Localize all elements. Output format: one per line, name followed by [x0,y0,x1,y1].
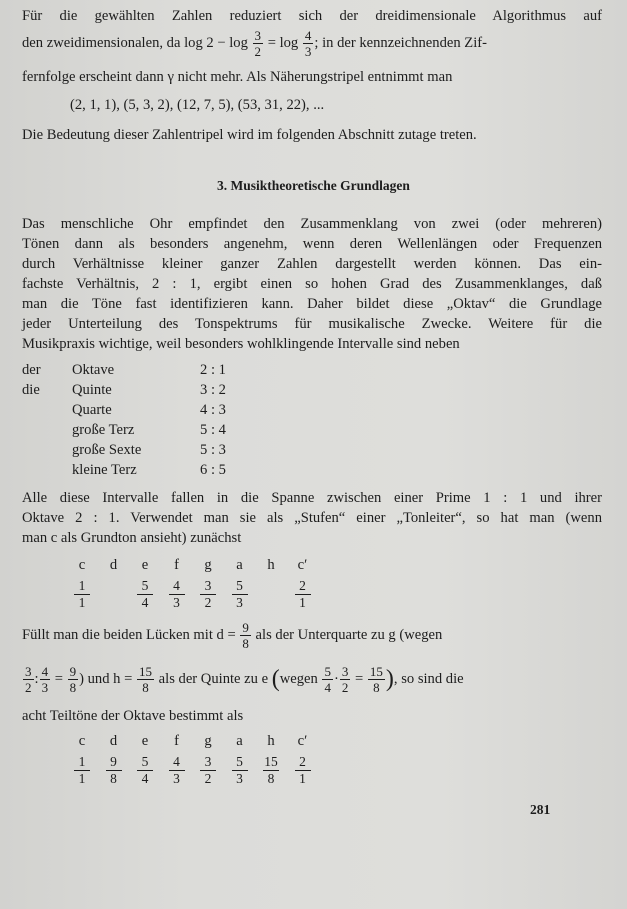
fraction: $\frac{3}{2}$ [25,664,32,695]
fraction: $\frac{4}{3}$ [41,664,49,695]
triples-list: (2, 1, 1), (5, 3, 2), (12, 7, 5), (53, 31, 22), ... [70,97,325,113]
text-line: Die Bedeutung dieser Zahlentripel wird im folgenden Abschnitt zutage treten. [22,127,477,143]
section-heading: 3. Musiktheoretische Grundlagen [217,178,410,193]
scale-note: c [78,733,86,749]
scale-ratio-fraction: 5 3 [228,578,252,611]
text-line: Für die gewählten Zahlen reduziert sich der dreidimensionale Algorithmus auf [22,8,602,24]
scale-ratio-fraction: 2 1 [291,578,315,611]
scale-note: c′ [297,557,308,573]
fraction: $\frac{15}{8}$ [139,664,152,695]
scale-ratio-fraction: 1 1 [70,754,94,787]
fraction: $\frac{5}{4}$ [324,664,331,695]
text-line-with-fractions: $\frac{3}{2}$ : $\frac{4}{3}$ = $\frac{9}{8}$ ) und h = $\frac{15}{8}$ als der Quinte zu e (wegen $\frac{5}{4}$ · $\frac{3}{2}$ = $\frac{15}{8}$ ), so sind die [25,664,464,695]
text-line: Tönen dann als besonders angenehm, wenn deren Wellenlängen oder Frequenzen [22,236,602,252]
scale-ratio-fraction: 5 4 [133,578,157,611]
scale-note: a [236,557,243,573]
fraction: $\frac{9}{8}$ [69,664,77,695]
scale-note: f [174,733,179,749]
text-line: acht Teiltöne der Oktave bestimmt als [22,708,244,724]
scale-note: g [204,557,212,573]
scale-note: f [174,557,179,573]
scale-ratio-fraction: 2 1 [291,754,315,787]
scale-ratio-fraction: 4 3 [165,754,189,787]
scale-note: e [141,557,149,573]
text-line: jeder Unterteilung des Tonspektrums für musikalische Zwecke. Weitere für die [22,316,602,332]
fraction: $\frac{3}{2}$ [254,28,262,59]
scale-ratio-fraction: 1 1 [70,578,94,611]
scale-note: h [267,733,275,749]
scale-ratio-fraction: 5 3 [228,754,252,787]
scale-note: a [236,733,243,749]
text-line: Musikpraxis wichtige, weil besonders wohlklingende Intervalle sind neben [22,336,460,352]
text-line-with-fractions: Füllt man die beiden Lücken mit d = $\frac{9}{8}$ als der Unterquarte zu g (wegen [22,620,443,651]
scale-ratio-fraction: 3 2 [196,754,220,787]
scale-ratio-fraction: 4 3 [165,578,189,611]
text-line: man c als Grundton ansieht) zunächst [22,530,242,546]
scale-note: h [267,557,275,573]
scale-note: e [141,733,149,749]
text-line: Alle diese Intervalle fallen in die Spanne zwischen einer Prime 1 : 1 und ihrer [22,490,602,506]
scale-ratio-fraction: 5 4 [133,754,157,787]
text-line: Oktave 2 : 1. Verwendet man sie als „Stufen“ einer „Tonleiter“, so hat man (wenn [22,510,602,526]
scale-ratio-fraction: 15 8 [264,754,278,786]
text-line: durch Verhältnisse kleiner ganzer Zahlen dargestellt werden können. Das ein- [22,256,602,272]
text-line: fernfolge erscheint dann γ nicht mehr. Als Näherungstripel entnimmt man [22,69,453,85]
fraction: $\frac{9}{8}$ [242,620,249,651]
text-line-with-fractions: den zweidimensionalen, da log 2 − log $\frac{3}{2}$ = log $\frac{4}{3}$ ; in der kennzeichnenden Zif- [22,28,487,59]
scale-note: c [78,557,86,573]
page-number: 281 [530,802,551,817]
scale-note: d [109,557,118,573]
text-line: Das menschliche Ohr empfindet den Zusammenklang von zwei (oder mehreren) [22,216,602,232]
scale-note: g [204,733,212,749]
fraction: $\frac{4}{3}$ [304,28,312,59]
text-line: man die Töne fast identifizieren kann. Daher bildet diese „Oktav“ die Grundlage [22,296,602,312]
fraction: $\frac{3}{2}$ [341,664,349,695]
scale-note: c′ [297,733,308,749]
scale-ratio-fraction: 9 8 [102,754,126,787]
scale-note: d [109,733,118,749]
fraction: $\frac{15}{8}$ [369,664,383,695]
scale-ratio-fraction: 3 2 [196,578,220,611]
text-line: fachste Verhältnis, 2 : 1, ergibt einen so hohen Grad des Zusammenklanges, daß [22,276,602,292]
book-page: Für die gewählten Zahlen reduziert sich der dreidimensionale Algorithmus auf den zweidimensionalen, da log 2 − log $\frac{3}{2}$ = log $\frac{4}{3}$ ; in der kennzeichnenden Zif- fernfolge erscheint dann γ nicht mehr. Als Näherungstripel entnimmt man (2, 1, 1), (5, 3, 2), (12, 7, 5), (53, 31, 22), ... Die Bedeutung dieser Zahlentripel wird im folgenden Abschnitt zutage treten. 3. Musiktheoretische Grundlagen Das menschliche Ohr empfindet den Zusammenklang von zwei (oder mehreren) Tönen dann als besonders angenehm, wenn deren Wellenlängen oder Frequenzen durch Verhältnisse kleiner ganzer Zahlen dargestellt werden können. Das ein- fachste Verhältnis, 2 : 1, ergibt einen so hohen Grad des Zusammenklanges, daß man die Töne fast identifizieren kann. Daher bildet diese „Oktav“ die Grundlage jeder Unterteilung des Tonspektrums für musikalische Zwecke. Weitere für die Musikpraxis wichtige, weil besonders wohlklingende Intervalle sind neben der Oktave 2 : 1 die Quinte 3 : 2 Quarte 4 : 3 große Terz 5 : 4 große Sexte 5 : 3 kleine Terz 6 : 5 Alle diese Intervalle fallen in die Spanne zwischen einer Prime 1 : 1 und ihrer Oktave 2 : 1. Verwendet man sie als „Stufen“ einer „Tonleiter“, so hat man (wenn man c als Grundton ansieht) zunächst c 1 1 d e 5 4 f 4 3 g 3 2 a 5 3 h c′ 2 1 Füllt man die beiden Lücken mit d = $\frac{9}{8}$ als der Unterquarte zu g (wegen $\frac{3}{2}$ : $\frac{4}{3}$ = $\frac{9}{8}$ ) und h = $\frac{15}{8}$ als der Quinte zu e (wegen $\frac{5}{4}$ · $\frac{3}{2}$ = $\frac{15}{8}$ ), so sind die acht Teiltöne der Oktave bestimmt als c 1 1 d 9 8 e 5 4 f 4 3 g 3 2 a 5 3 h 15 8 c′ 2 1 281 [0,0,627,909]
